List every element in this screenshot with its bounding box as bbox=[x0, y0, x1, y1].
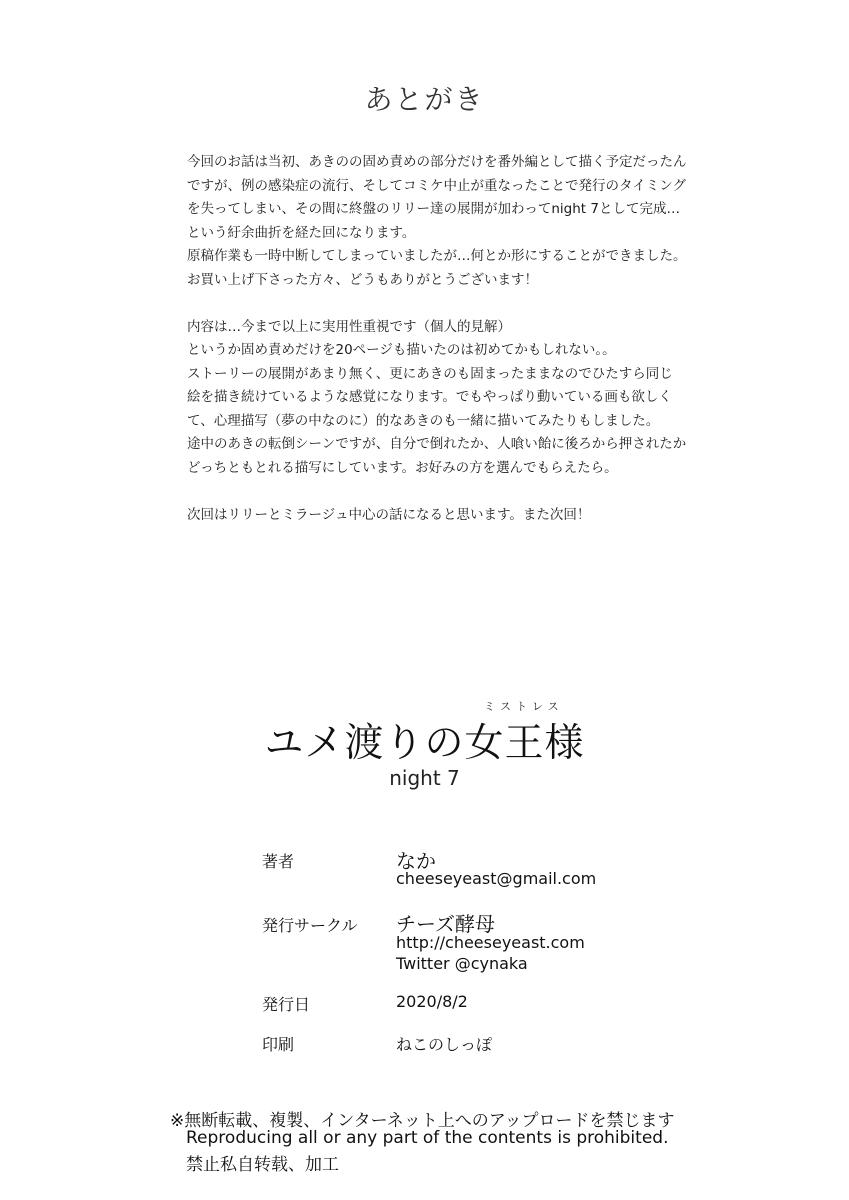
afterword-line: を失ってしまい、その間に終盤のリリー達の展開が加わってnight 7として完成… bbox=[187, 201, 680, 217]
afterword-line: 原稿作業も一時中断してしまっていましたが…何とか形にすることができました。 bbox=[187, 248, 687, 264]
author-name: なか bbox=[396, 849, 436, 873]
circle-label: 発行サークル bbox=[262, 916, 358, 935]
afterword-line: どっちともとれる描写にしています。お好みの方を選んでもらえたら。 bbox=[187, 459, 618, 476]
copyright-notice-en: Reproducing all or any part of the contents is prohibited. bbox=[186, 1128, 669, 1148]
afterword-line: て、心理描写（夢の中なのに）的なあきのも一緒に描いてみたりもしました。 bbox=[187, 412, 660, 429]
afterword-line: というか固め責めだけを20ページも描いたのは初めてかもしれない。。 bbox=[187, 342, 616, 358]
circle-url: http://cheeseyeast.com bbox=[396, 933, 585, 952]
afterword-line: という紆余曲折を経た回になります。 bbox=[187, 224, 416, 241]
afterword-line: 内容は…今まで以上に実用性重視です（個人的見解） bbox=[187, 318, 511, 335]
afterword-line: 次回はリリーとミラージュ中心の話になると思います。また次回！ bbox=[187, 506, 591, 523]
afterword-heading: あとがき bbox=[364, 83, 485, 116]
paragraph-spacer bbox=[187, 480, 787, 504]
afterword-body bbox=[187, 151, 787, 527]
printer-label: 印刷 bbox=[262, 1035, 295, 1054]
circle-twitter: Twitter @cynaka bbox=[396, 954, 528, 973]
afterword-line: お買い上げ下さった方々、どうもありがとうございます！ bbox=[187, 271, 538, 288]
book-subtitle: night 7 bbox=[389, 766, 460, 790]
date-label: 発行日 bbox=[262, 995, 311, 1014]
afterword-line: ですが、例の感染症の流行、そしてコミケ中止が重なったことで発行のタイミング bbox=[187, 177, 686, 194]
copyright-notice-zh: 禁止私自转载、加工 bbox=[186, 1155, 339, 1175]
afterword-line: ストーリーの展開があまり無く、更にあきのも固まったままなのでひたすら同じ bbox=[187, 365, 673, 382]
afterword-line: 途中のあきの転倒シーンですが、自分で倒れたか、人喰い飴に後ろから押されたか bbox=[187, 436, 687, 452]
author-label: 著者 bbox=[262, 852, 295, 871]
copyright-notice-ja: ※無断転載、複製、インターネット上へのアップロードを禁じます bbox=[170, 1111, 675, 1131]
afterword-line: 絵を描き続けているような感覚になります。でもやっぱり動いている画も欲しく bbox=[187, 389, 672, 405]
circle-name: チーズ酵母 bbox=[396, 912, 495, 936]
paragraph-spacer bbox=[187, 292, 787, 316]
title-ruby: ミストレス bbox=[484, 700, 564, 713]
date-value: 2020/8/2 bbox=[396, 992, 468, 1011]
book-title: ユメ渡りの女王様 bbox=[264, 721, 585, 766]
printer-value: ねこのしっぽ bbox=[396, 1035, 493, 1054]
author-email: cheeseyeast@gmail.com bbox=[396, 869, 597, 888]
afterword-line: 今回のお話は当初、あきのの固め責めの部分だけを番外編として描く予定だったん bbox=[187, 154, 687, 170]
